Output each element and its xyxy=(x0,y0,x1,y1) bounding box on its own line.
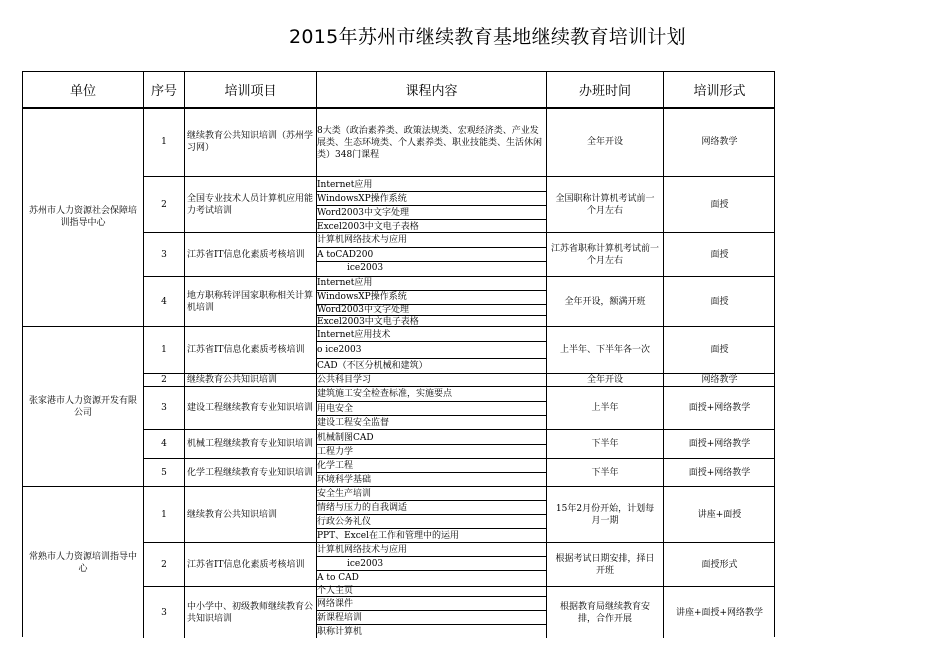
row-time: 全国职称计算机考试前一个月左右 xyxy=(555,193,655,216)
row-form: 讲座+面授+网络教学 xyxy=(675,607,764,618)
row-time: 上半年 xyxy=(591,403,619,413)
course-item: 安全生产培训 xyxy=(317,489,372,499)
sub-divider xyxy=(317,219,546,220)
row-seq: 5 xyxy=(161,467,167,478)
row-project: 继续教育公共知识培训 xyxy=(187,509,278,520)
row-seq: 1 xyxy=(161,137,167,147)
training-plan-table xyxy=(22,71,775,637)
row-seq: 2 xyxy=(161,199,167,210)
row-seq: 1 xyxy=(161,345,167,355)
row-form: 面授 xyxy=(710,296,729,307)
course-item: 8大类（政治素养类、政策法规类、宏观经济类、产业发展类、生态环境类、个人素养类、职业技能类、生活休闲类）348门课程 xyxy=(317,126,543,160)
course-item: 化学工程 xyxy=(317,461,354,471)
row-project: 建设工程继续教育专业知识培训 xyxy=(187,403,314,413)
sub-divider xyxy=(317,514,546,515)
sub-divider xyxy=(317,341,546,342)
row-form: 面授+网络教学 xyxy=(688,439,751,449)
row-seq: 4 xyxy=(161,439,167,449)
row-project: 中小学中、初级教师继续教育公共知识培训 xyxy=(187,601,314,624)
row-form: 面授形式 xyxy=(701,559,738,570)
course-item: PPT、Excel在工作和管理中的运用 xyxy=(317,531,460,541)
header-project: 培训项目 xyxy=(224,84,277,99)
row-seq: 2 xyxy=(161,375,167,385)
row-time: 下半年 xyxy=(591,467,619,478)
course-item: 计算机网络技术与应用 xyxy=(317,545,408,555)
row-time: 下半年 xyxy=(591,439,619,449)
course-item: 建筑施工安全检查标准，实施要点 xyxy=(317,389,453,399)
unit-changshu: 常熟市人力资源培训指导中心 xyxy=(29,551,138,574)
row-time: 全年开设，额满开班 xyxy=(564,296,646,307)
sub-divider xyxy=(317,472,546,473)
header-content: 课程内容 xyxy=(405,84,458,99)
unit-suzhou: 苏州市人力资源社会保障培训指导中心 xyxy=(29,206,138,228)
sub-divider xyxy=(317,610,546,611)
row-form: 面授+网络教学 xyxy=(688,403,751,413)
sub-divider xyxy=(317,444,546,445)
course-item: 新课程培训 xyxy=(317,613,363,623)
row-project: 机械工程继续教育专业知识培训 xyxy=(187,439,314,449)
course-item: ice2003 xyxy=(347,559,384,569)
course-item: CAD（不区分机械和建筑） xyxy=(317,361,428,371)
row-project: 全国专业技术人员计算机应用能力考试培训 xyxy=(187,193,314,216)
course-item: 机械制图CAD xyxy=(317,433,374,443)
sub-divider xyxy=(317,624,546,625)
sub-divider xyxy=(317,415,546,416)
sub-divider xyxy=(317,205,546,206)
row-form: 面授 xyxy=(710,199,729,210)
row-time: 15年2月份开始，计划每月一期 xyxy=(555,503,655,526)
course-item: 情绪与压力的自我调适 xyxy=(317,503,408,513)
row-seq: 3 xyxy=(161,249,167,260)
course-item: 行政公务礼仪 xyxy=(317,517,372,527)
row-form: 网络教学 xyxy=(701,137,738,147)
row-time: 江苏省职称计算机考试前一个月左右 xyxy=(551,243,660,266)
row-form: 面授+网络教学 xyxy=(688,467,751,478)
row-seq: 4 xyxy=(161,296,167,307)
row-time: 根据教育局继续教育安排，合作开展 xyxy=(559,601,650,624)
course-item: A toCAD200 xyxy=(317,250,374,260)
row-form: 讲座+面授 xyxy=(697,509,742,520)
course-item: WindowsXP操作系统 xyxy=(317,194,407,204)
row-project: 江苏省IT信息化素质考核培训 xyxy=(187,559,305,570)
course-item: 用电安全 xyxy=(317,404,354,414)
row-seq: 1 xyxy=(161,509,167,520)
course-item: 网络课件 xyxy=(317,599,354,609)
course-item: Word2003中文字处理 xyxy=(317,305,410,315)
row-form: 网络教学 xyxy=(701,375,738,385)
header-unit: 单位 xyxy=(69,84,96,99)
sub-divider xyxy=(317,247,546,248)
row-time: 上半年、下半年各一次 xyxy=(559,345,650,355)
sub-divider xyxy=(317,528,546,529)
course-item: 工程力学 xyxy=(317,447,354,457)
page-title: 2015年苏州市继续教育基地继续教育培训计划 xyxy=(289,26,686,48)
row-seq: 2 xyxy=(161,559,167,570)
header-seq: 序号 xyxy=(150,84,177,99)
sub-divider xyxy=(317,556,546,557)
header-form: 培训形式 xyxy=(693,84,746,99)
row-form: 面授 xyxy=(710,345,729,355)
row-seq: 3 xyxy=(161,607,167,618)
course-item: 建设工程安全监督 xyxy=(317,418,390,428)
sub-divider xyxy=(317,358,546,359)
row-form: 面授 xyxy=(710,249,729,260)
row-project: 继续教育公共知识培训 xyxy=(187,375,278,385)
course-item: 环境科学基础 xyxy=(317,475,372,485)
course-item: ice2003 xyxy=(347,263,384,273)
sub-divider xyxy=(317,401,546,402)
row-project: 江苏省IT信息化素质考核培训 xyxy=(187,345,305,355)
course-item: Internet应用 xyxy=(317,180,373,190)
course-item: 职称计算机 xyxy=(317,627,363,637)
row-project: 地方职称转评国家职称相关计算机培训 xyxy=(187,290,314,313)
course-item: 公共科目学习 xyxy=(317,375,372,385)
course-item: A to CAD xyxy=(317,573,359,583)
course-item: WindowsXP操作系统 xyxy=(317,292,407,302)
sub-divider xyxy=(317,191,546,192)
row-project: 化学工程继续教育专业知识培训 xyxy=(187,467,314,478)
sub-divider xyxy=(317,570,546,571)
course-item: Word2003中文字处理 xyxy=(317,208,410,218)
row-project: 江苏省IT信息化素质考核培训 xyxy=(187,249,305,260)
course-item: Internet应用 xyxy=(317,278,373,288)
course-item: Excel2003中文电子表格 xyxy=(317,222,419,232)
header-time: 办班时间 xyxy=(578,84,631,99)
row-time: 全年开设 xyxy=(586,137,623,147)
unit-zhangjiagang: 张家港市人力资源开发有限公司 xyxy=(29,395,138,418)
row-project: 继续教育公共知识培训（苏州学习网） xyxy=(187,131,314,153)
course-item: Excel2003中文电子表格 xyxy=(317,317,419,327)
course-item: 计算机网络技术与应用 xyxy=(317,235,408,245)
course-item: Internet应用技术 xyxy=(317,330,391,340)
row-time: 全年开设 xyxy=(586,375,623,385)
row-time: 根据考试日期安排，择日开班 xyxy=(555,553,655,576)
sub-divider xyxy=(317,500,546,501)
course-item: 个人主页 xyxy=(317,586,354,596)
course-item: o ice2003 xyxy=(317,345,362,355)
row-seq: 3 xyxy=(161,403,167,413)
